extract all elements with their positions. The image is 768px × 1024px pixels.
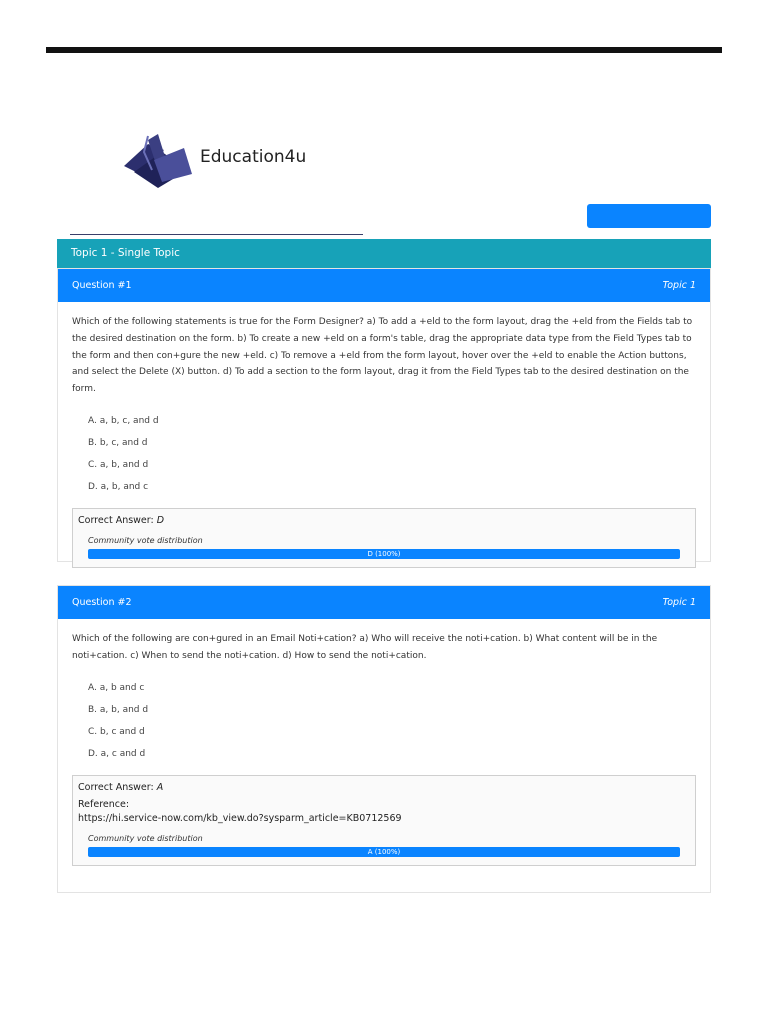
question-number: Question #1 xyxy=(72,280,132,291)
answer-box xyxy=(72,775,696,866)
logo-underline xyxy=(70,234,363,235)
top-rule xyxy=(46,47,722,53)
question-text: Which of the following statements is true for the Form Designer? a) To add a +eld to the form layout, drag the +eld from the Fields tab to the desired destination on the form. b) To create a new +eld on a form's table, drag the appropriate data type from the Field Types tab to the form and then con+gure the new +eld. c) To remove a +eld from the form layout, hover over the +eld to enable the Action buttons, and select the Delete (X) button. d) To add a section to the form layout, drag it from the Field Types tab to the desired destination on the form. xyxy=(72,317,693,395)
choice-item[interactable]: D. a, c and d xyxy=(88,748,146,759)
logo-text: Education4u xyxy=(200,147,307,167)
question-header xyxy=(58,586,710,619)
reference-link[interactable]: https://hi.service-now.com/kb_view.do?sysparm_article=KB0712569 xyxy=(78,812,402,824)
choice-item[interactable]: A. a, b, c, and d xyxy=(88,415,159,426)
question-card xyxy=(57,268,711,562)
choice-item[interactable]: C. a, b, and d xyxy=(88,459,149,470)
vote-bar: D (100%) xyxy=(88,549,680,559)
choice-item[interactable]: D. a, b, and c xyxy=(88,481,149,492)
answer-box xyxy=(72,508,696,568)
choice-item[interactable]: B. a, b, and d xyxy=(88,704,149,715)
header-action-button[interactable] xyxy=(587,204,711,228)
question-header xyxy=(58,269,710,302)
choice-item[interactable]: C. b, c and d xyxy=(88,726,145,737)
question-text: Which of the following are con+gured in an Email Noti+cation? a) Who will receive the noti+cation. b) What content will be in the noti+cation. c) When to send the noti+cation. d) How to send the noti+cation. xyxy=(72,634,658,661)
question-card xyxy=(57,585,711,893)
vote-distribution-label: Community vote distribution xyxy=(88,535,203,545)
choice-list xyxy=(58,398,710,502)
vote-distribution-label: Community vote distribution xyxy=(88,833,203,843)
choice-item[interactable]: A. a, b and c xyxy=(88,682,145,693)
answer-label: Correct Answer: xyxy=(78,514,154,526)
vote-bar: A (100%) xyxy=(88,847,680,857)
answer-label: Correct Answer: xyxy=(78,781,154,793)
choice-item[interactable]: B. b, c, and d xyxy=(88,437,148,448)
topic-bar: Topic 1 - Single Topic xyxy=(57,239,711,269)
question-number: Question #2 xyxy=(72,597,132,608)
question-topic: Topic 1 xyxy=(662,597,696,608)
question-topic: Topic 1 xyxy=(662,280,696,291)
answer-value: A xyxy=(156,781,164,793)
reference-label: Reference: xyxy=(78,798,130,810)
choice-list xyxy=(58,665,710,769)
answer-value: D xyxy=(156,514,165,526)
